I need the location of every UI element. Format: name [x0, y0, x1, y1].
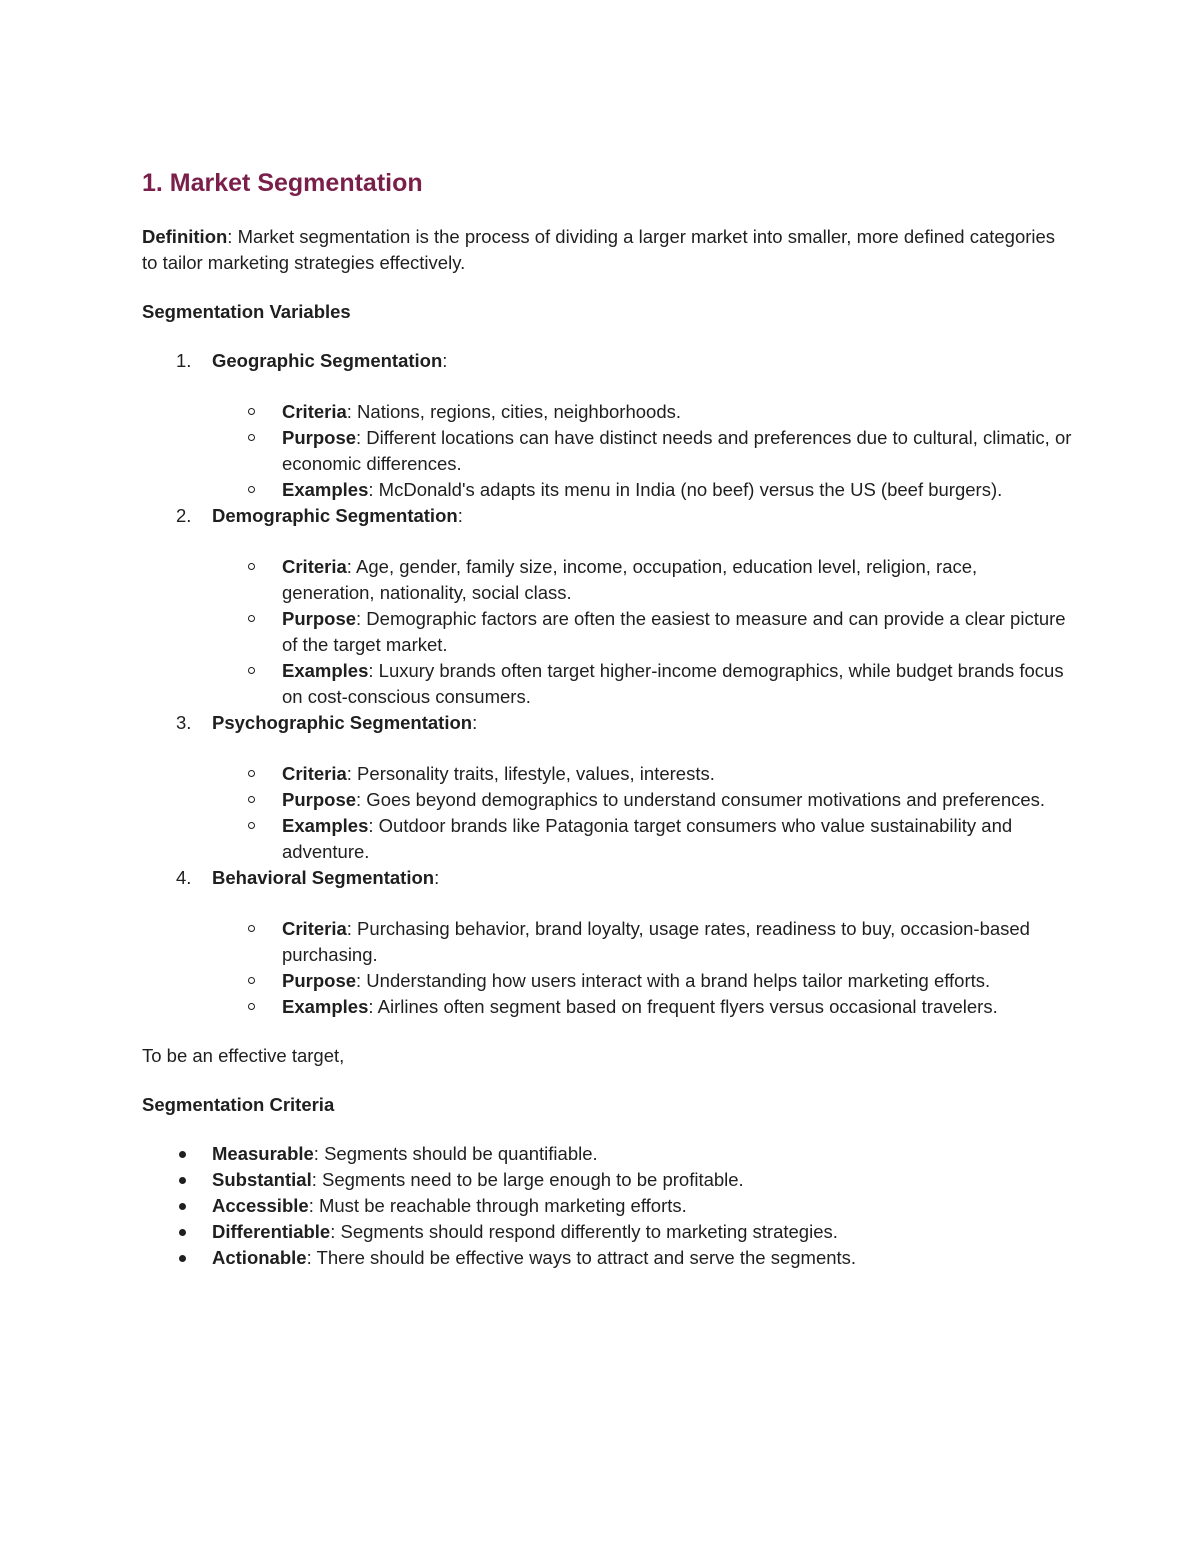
detail-item — [212, 813, 1072, 865]
detail-label: Purpose — [282, 789, 357, 810]
hollow-bullet-icon — [248, 977, 255, 984]
detail-item — [212, 968, 1072, 994]
hollow-bullet-icon — [248, 486, 255, 493]
variable-item — [142, 865, 1072, 1020]
criteria-label: Substantial — [212, 1169, 312, 1190]
hollow-bullet-icon — [248, 822, 255, 829]
detail-item — [212, 399, 1072, 425]
criteria-item — [142, 1193, 1072, 1219]
variables-list — [142, 348, 1072, 1020]
detail-label: Purpose — [282, 608, 357, 629]
detail-text: : Airlines often segment based on frequent flyers versus occasional travelers. — [368, 996, 998, 1017]
variable-item — [142, 710, 1072, 865]
list-number: 1. — [176, 350, 192, 371]
bullet-icon — [179, 1177, 186, 1184]
hollow-bullet-icon — [248, 1003, 255, 1010]
detail-text: : Purchasing behavior, brand loyalty, usage rates, readiness to buy, occasion-based purchasing. — [282, 918, 1030, 965]
bullet-icon — [179, 1255, 186, 1262]
criteria-text: : There should be effective ways to attract and serve the segments. — [306, 1247, 857, 1268]
variable-title: Geographic Segmentation — [212, 350, 443, 371]
variable-title-line: Demographic Segmentation: — [212, 505, 463, 526]
detail-text: : Goes beyond demographics to understand consumer motivations and preferences. — [356, 789, 1046, 810]
detail-item — [212, 916, 1072, 968]
criteria-label: Accessible — [212, 1195, 309, 1216]
detail-text: : Different locations can have distinct needs and preferences due to cultural, climatic, or economic differences. — [282, 427, 1072, 474]
bullet-icon — [179, 1203, 186, 1210]
criteria-item — [142, 1141, 1072, 1167]
variable-title: Psychographic Segmentation — [212, 712, 473, 733]
detail-item — [212, 761, 1072, 787]
hollow-bullet-icon — [248, 796, 255, 803]
variables-heading: Segmentation Variables — [142, 301, 351, 322]
list-number: 2. — [176, 505, 192, 526]
detail-item — [212, 477, 1072, 503]
criteria-list — [142, 1141, 1072, 1271]
variable-details — [212, 916, 1072, 1020]
variable-item — [142, 503, 1072, 710]
hollow-bullet-icon — [248, 770, 255, 777]
criteria-label: Differentiable — [212, 1221, 331, 1242]
detail-item — [212, 606, 1072, 658]
bullet-icon — [179, 1229, 186, 1236]
variable-details — [212, 399, 1072, 503]
detail-label: Criteria — [282, 401, 347, 422]
intro-line: To be an effective target, — [142, 1045, 345, 1066]
detail-text: : Luxury brands often target higher-income demographics, while budget brands focus on cost-conscious consumers. — [282, 660, 1064, 707]
criteria-text: : Segments need to be large enough to be profitable. — [311, 1169, 744, 1190]
variable-details — [212, 554, 1072, 710]
criteria-text: : Must be reachable through marketing efforts. — [308, 1195, 687, 1216]
list-number: 4. — [176, 867, 192, 888]
criteria-label: Actionable — [212, 1247, 307, 1268]
criteria-text: : Segments should respond differently to marketing strategies. — [330, 1221, 838, 1242]
definition-label: Definition — [142, 226, 228, 247]
bullet-icon — [179, 1151, 186, 1158]
criteria-item — [142, 1245, 1072, 1271]
variable-title-line: Psychographic Segmentation: — [212, 712, 478, 733]
detail-text: : McDonald's adapts its menu in India (no beef) versus the US (beef burgers). — [368, 479, 1003, 500]
hollow-bullet-icon — [248, 667, 255, 674]
hollow-bullet-icon — [248, 615, 255, 622]
criteria-item — [142, 1219, 1072, 1245]
document-body — [142, 166, 1072, 1271]
detail-label: Examples — [282, 815, 369, 836]
hollow-bullet-icon — [248, 408, 255, 415]
detail-text: : Age, gender, family size, income, occupation, education level, religion, race, generation, nationality, social class. — [282, 556, 978, 603]
variable-title: Behavioral Segmentation — [212, 867, 435, 888]
page-title: 1. Market Segmentation — [142, 169, 423, 197]
definition-paragraph — [142, 224, 1072, 276]
definition-text: : Market segmentation is the process of dividing a larger market into smaller, more defined categories to tailor marketing strategies effectively. — [142, 226, 1056, 273]
criteria-text: : Segments should be quantifiable. — [313, 1143, 598, 1164]
hollow-bullet-icon — [248, 925, 255, 932]
detail-label: Purpose — [282, 427, 357, 448]
variable-title-line: Behavioral Segmentation: — [212, 867, 440, 888]
detail-text: : Nations, regions, cities, neighborhoods. — [346, 401, 682, 422]
detail-label: Purpose — [282, 970, 357, 991]
detail-item — [212, 994, 1072, 1020]
hollow-bullet-icon — [248, 434, 255, 441]
criteria-item — [142, 1167, 1072, 1193]
variable-item — [142, 348, 1072, 503]
detail-item — [212, 787, 1072, 813]
detail-item — [212, 658, 1072, 710]
detail-text: : Understanding how users interact with a brand helps tailor marketing efforts. — [356, 970, 991, 991]
variable-title: Demographic Segmentation — [212, 505, 458, 526]
criteria-label: Measurable — [212, 1143, 314, 1164]
detail-text: : Personality traits, lifestyle, values, interests. — [346, 763, 715, 784]
detail-text: : Demographic factors are often the easiest to measure and can provide a clear picture of the target market. — [282, 608, 1066, 655]
detail-label: Examples — [282, 479, 369, 500]
detail-item — [212, 425, 1072, 477]
variable-title-line: Geographic Segmentation: — [212, 350, 448, 371]
detail-label: Criteria — [282, 556, 347, 577]
criteria-heading: Segmentation Criteria — [142, 1094, 335, 1115]
detail-item — [212, 554, 1072, 606]
detail-text: : Outdoor brands like Patagonia target consumers who value sustainability and adventure. — [282, 815, 1013, 862]
list-number: 3. — [176, 712, 192, 733]
detail-label: Criteria — [282, 918, 347, 939]
detail-label: Examples — [282, 996, 369, 1017]
detail-label: Criteria — [282, 763, 347, 784]
hollow-bullet-icon — [248, 563, 255, 570]
variable-details — [212, 761, 1072, 865]
detail-label: Examples — [282, 660, 369, 681]
